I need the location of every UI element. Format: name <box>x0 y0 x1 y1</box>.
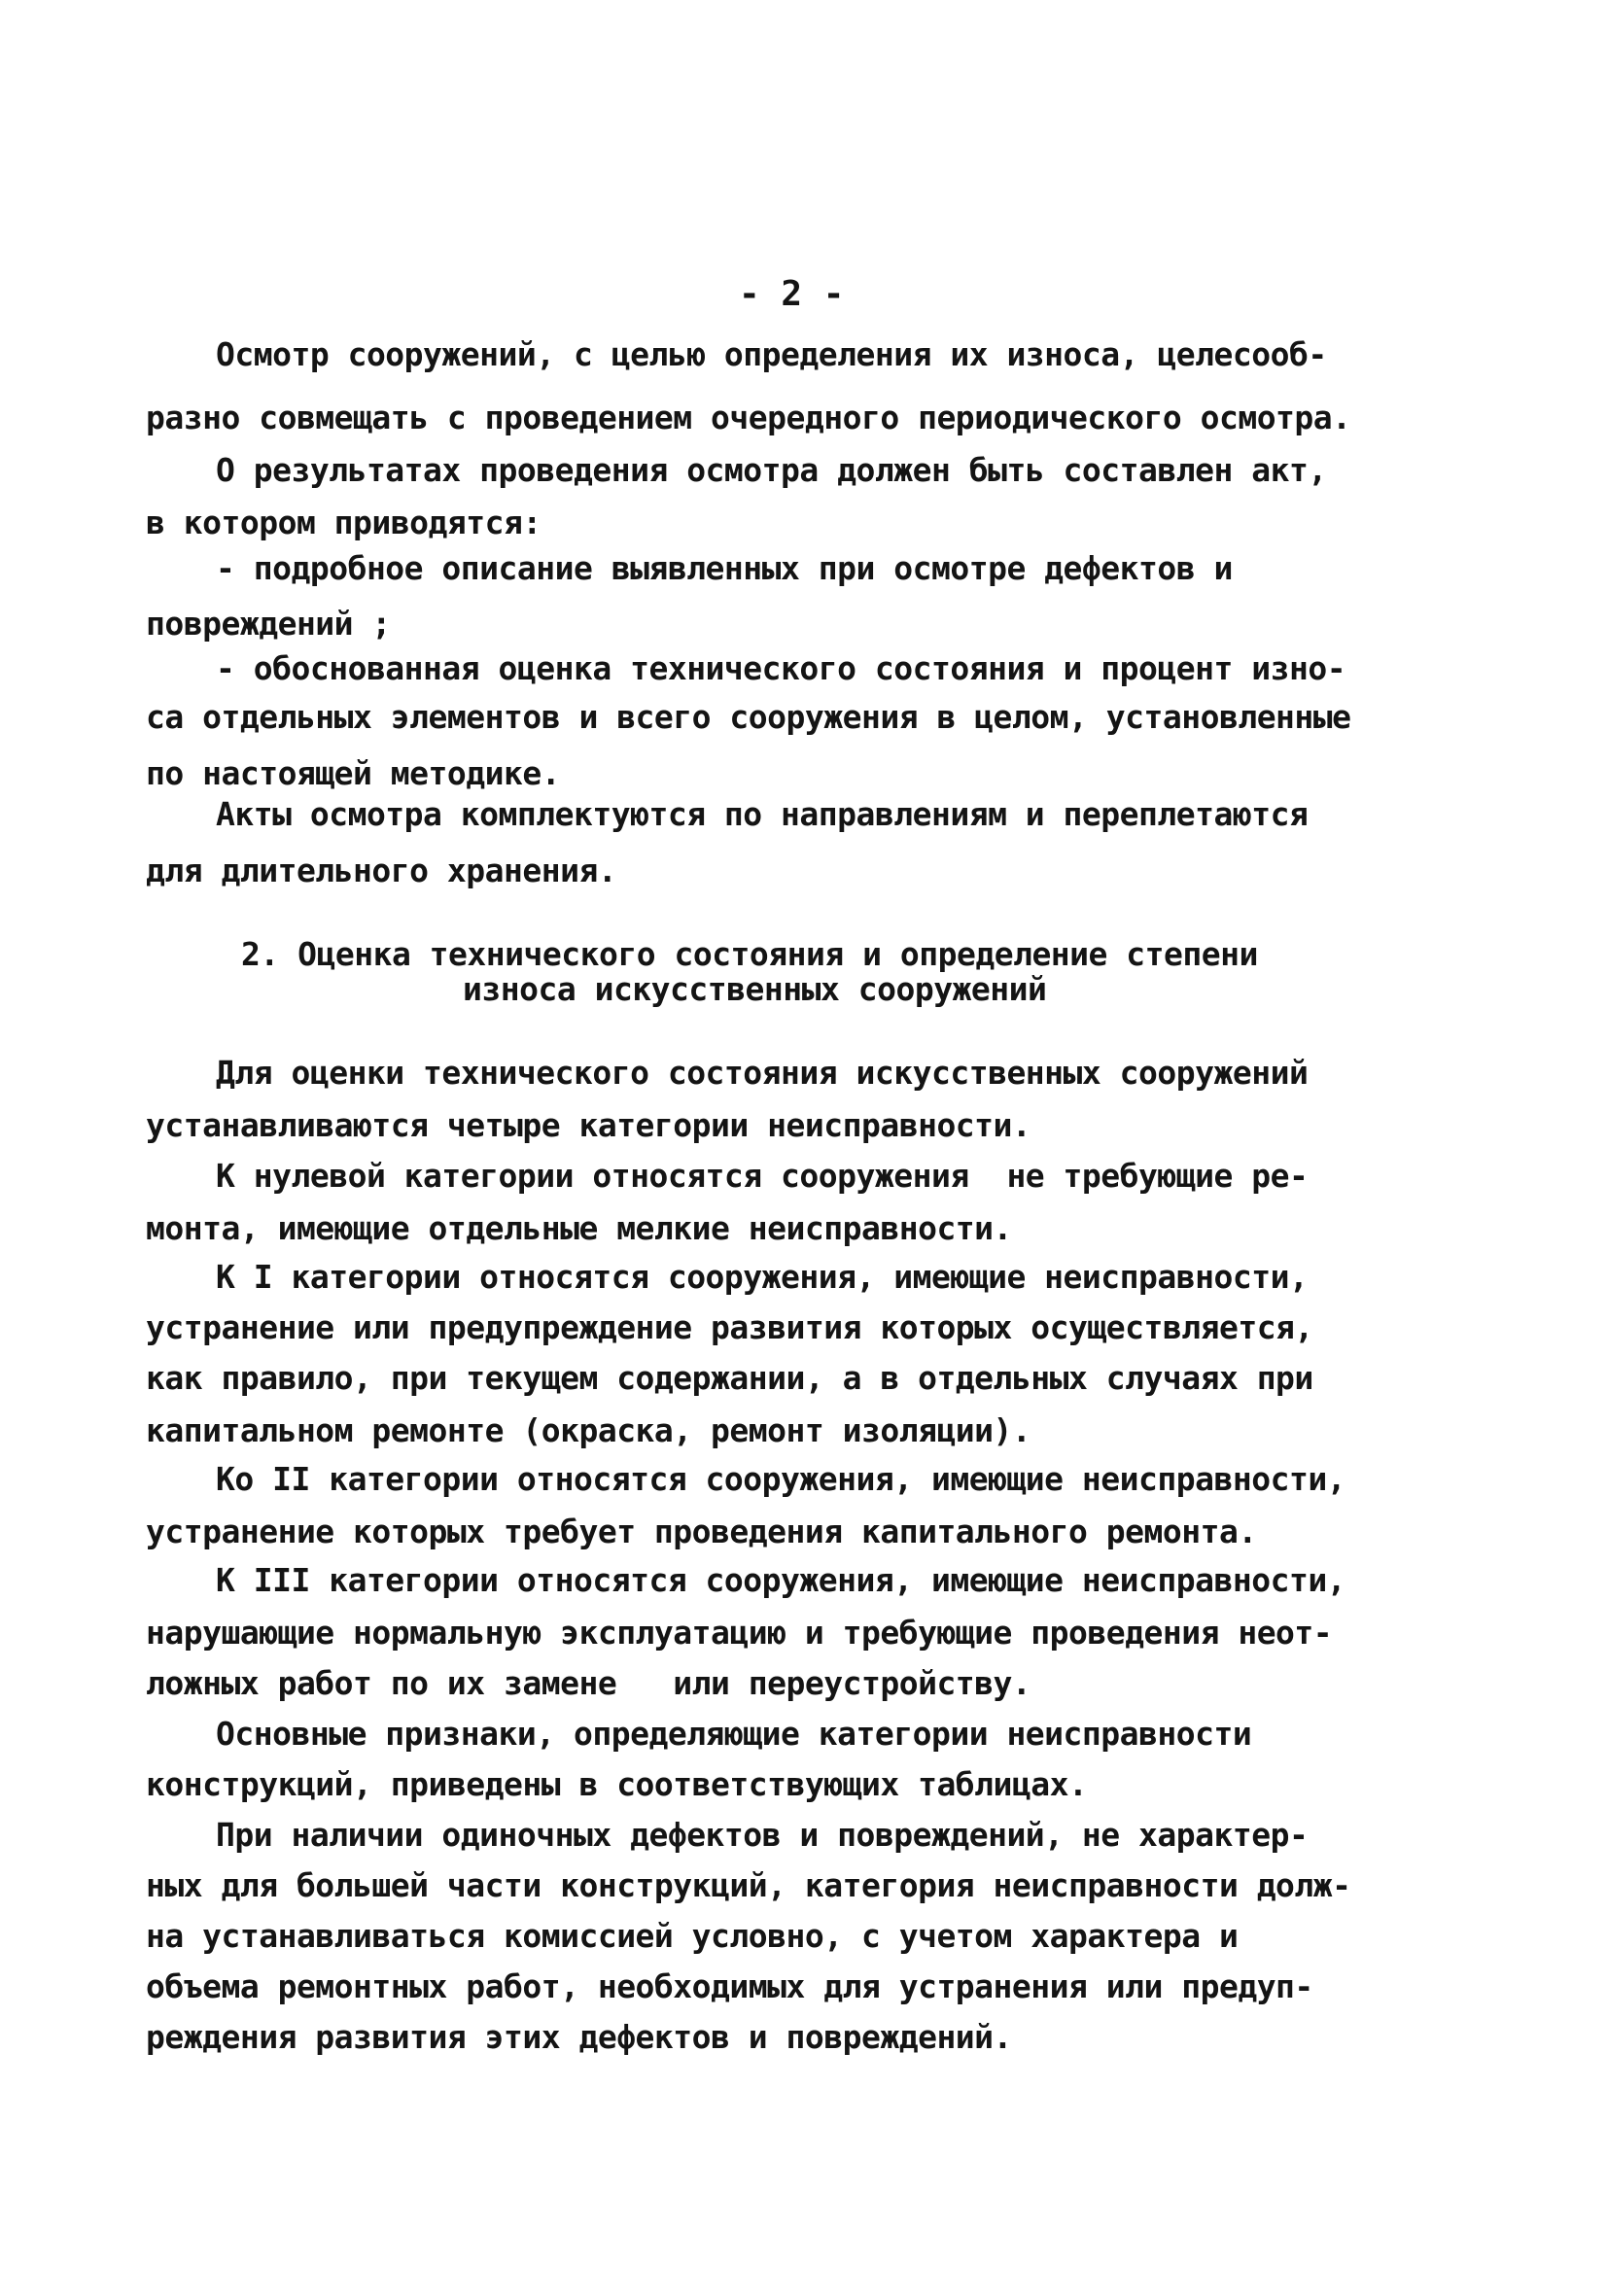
text-line: устранение или предупреждение развития которых осуществляется, <box>146 1308 1313 1346</box>
text-line: в котором приводятся: <box>146 504 541 541</box>
text-line: са отдельных элементов и всего сооружения в целом, установленные <box>146 698 1351 736</box>
text-line: Осмотр сооружений, с целью определения их износа, целесооб- <box>216 335 1327 373</box>
heading-line: 2. Оценка технического состояния и определение степени <box>241 935 1258 973</box>
text-line: как правило, при текущем содержании, а в отдельных случаях при <box>146 1359 1313 1397</box>
text-line: по настоящей методике. <box>146 754 561 792</box>
text-line: объема ремонтных работ, необходимых для устранения или предуп- <box>146 1967 1313 2005</box>
text-line: При наличии одиночных дефектов и повреждений, не характер- <box>216 1816 1309 1854</box>
text-line: Ко II категории относятся сооружения, имеющие неисправности, <box>216 1460 1346 1498</box>
text-line: реждения развития этих дефектов и повреждений. <box>146 2018 1012 2056</box>
text-line: повреждений ; <box>146 605 391 643</box>
text-line: К I категории относятся сооружения, имеющие неисправности, <box>216 1258 1309 1296</box>
text-line: конструкций, приведены в соответствующих таблицах. <box>146 1765 1088 1803</box>
text-line: О результатах проведения осмотра должен быть составлен акт, <box>216 451 1327 489</box>
text-line: Акты осмотра комплектуются по направлениям и переплетаются <box>216 795 1309 833</box>
text-line: монта, имеющие отдельные мелкие неисправности. <box>146 1209 1012 1247</box>
text-line: - обоснованная оценка технического состояния и процент изно- <box>216 649 1346 687</box>
text-line: ложных работ по их замене или переустройству. <box>146 1664 1031 1702</box>
text-line: устанавливаются четыре категории неисправности. <box>146 1106 1031 1144</box>
text-line: капитальном ремонте (окраска, ремонт изоляции). <box>146 1411 1031 1449</box>
text-line: устранение которых требует проведения капитального ремонта. <box>146 1513 1257 1550</box>
text-line: К нулевой категории относятся сооружения не требующие ре- <box>216 1157 1309 1195</box>
text-line: Основные признаки, определяющие категории неисправности <box>216 1715 1252 1753</box>
text-line: разно совмещать с проведением очередного периодического осмотра. <box>146 399 1351 436</box>
text-line: - подробное описание выявленных при осмотре дефектов и <box>216 549 1233 587</box>
text-line: нарушающие нормальную эксплуатацию и требующие проведения неот- <box>146 1614 1333 1652</box>
heading-line: износа искусственных сооружений <box>463 970 1047 1008</box>
page-number: - 2 - <box>739 274 845 314</box>
text-line: для длительного хранения. <box>146 852 617 889</box>
text-line: Для оценки технического состояния искусственных сооружений <box>216 1054 1309 1092</box>
text-line: К III категории относятся сооружения, имеющие неисправности, <box>216 1561 1346 1599</box>
text-line: ных для большей части конструкций, категория неисправности долж- <box>146 1866 1351 1904</box>
text-line: на устанавливаться комиссией условно, с учетом характера и <box>146 1917 1239 1955</box>
